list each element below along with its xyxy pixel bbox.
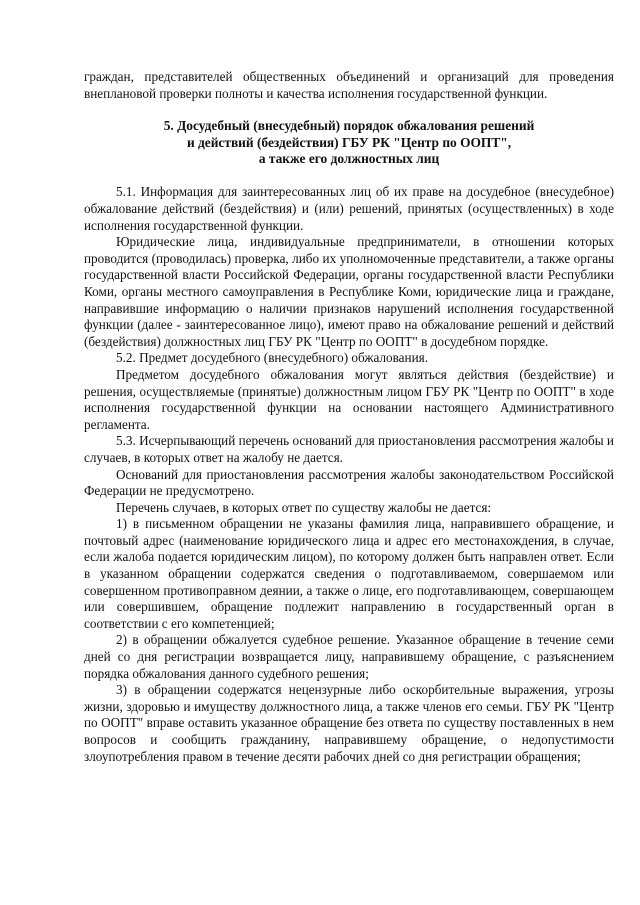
paragraph-interested-parties: Юридические лица, индивидуальные предприниматели, в отношении которых проводится (проводилась) проверка, либо их уполномоченные представители, а также органы государственной власти Российской Федерации, органы государственной власти Республики Коми, органы местного самоуправления в Республике Коми, юридические лица и граждане, направившие информацию о наличии признаков нарушений исполнения государственной функции (далее - заинтересованное лицо), имеют право на обжалование решений и действий (бездействия) должностных лиц ГБУ РК "Центр по ООПТ" в досудебном порядке.	[84, 234, 614, 349]
section-heading-line-3: а также его должностных лиц	[258, 151, 440, 166]
continuation-paragraph: граждан, представителей общественных объединений и организаций для проведения внеплановой проверки полноты и качества исполнения государственной функции.	[84, 69, 614, 101]
paragraph-5-3: 5.3. Исчерпывающий перечень оснований для приостановления рассмотрения жалобы и случаев, в которых ответ на жалобу не дается.	[84, 433, 614, 465]
list-item-3: 3) в обращении содержатся нецензурные либо оскорбительные выражения, угрозы жизни, здоровью и имуществу должностного лица, а также членов его семьи. ГБУ РК "Центр по ООПТ" вправе оставить указанное обращение без ответа по существу поставленных в нем вопросов и сообщить гражданину, направившему обращение, о недопустимости злоупотребления правом в течение десяти рабочих дней со дня регистрации обращения;	[84, 682, 614, 764]
section-heading-line-1: 5. Досудебный (внесудебный) порядок обжалования решений	[163, 118, 535, 134]
paragraph-no-grounds: Оснований для приостановления рассмотрения жалобы законодательством Российской Федерации не предусмотрено.	[84, 466, 614, 499]
document-body	[84, 69, 614, 765]
list-item-1: 1) в письменном обращении не указаны фамилия лица, направившего обращение, и почтовый адрес (наименование юридического лица и адрес его местонахождения, в случае, если жалоба подается юридическим лицом), по которому должен быть направлен ответ. Если в указанном обращении содержатся сведения о подготавливаемом, совершаемом или совершенном противоправном деянии, а также о лице, его подготавливающем, совершающем или совершившем, обращение подлежит направлению в государственный орган в соответствии с его компетенцией;	[84, 516, 614, 631]
paragraph-5-2: 5.2. Предмет досудебного (внесудебного) обжалования.	[116, 350, 429, 366]
paragraph-subject-of-appeal: Предметом досудебного обжалования могут являться действия (бездействие) и решения, осуществляемые (принятые) должностным лицом ГБУ РК "Центр по ООПТ" в ходе исполнения государственной функции на основании настоящего Административного регламента.	[84, 366, 614, 432]
paragraph-cases-list-intro: Перечень случаев, в которых ответ по существу жалобы не дается:	[116, 499, 492, 515]
paragraph-5-1: 5.1. Информация для заинтересованных лиц об их праве на досудебное (внесудебное) обжалование действий (бездействия) и (или) решений, принятых (осуществленных) в ходе исполнения государственной функции.	[84, 184, 614, 233]
list-item-2: 2) в обращении обжалуется судебное решение. Указанное обращение в течение семи дней со дня регистрации возвращается лицу, направившему обращение, с разъяснением порядка обжалования данного судебного решения;	[84, 632, 614, 681]
section-heading	[84, 118, 614, 167]
section-heading-line-2: и действий (бездействия) ГБУ РК "Центр по ООПТ",	[186, 134, 512, 150]
